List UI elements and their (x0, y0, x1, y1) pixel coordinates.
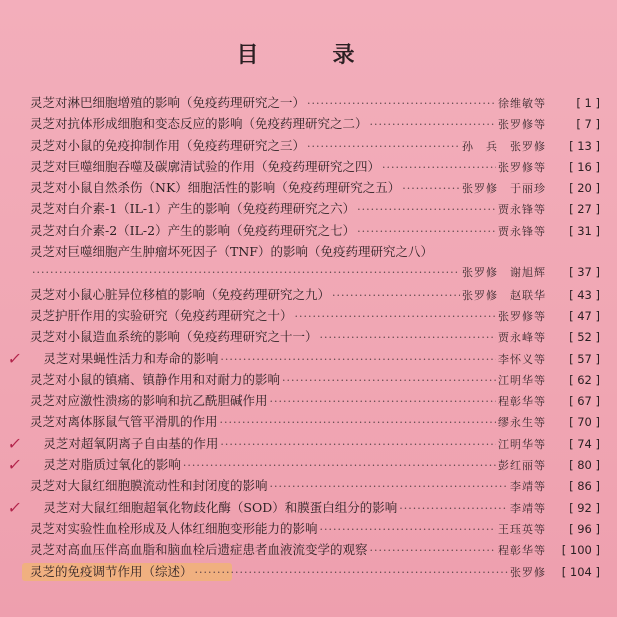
entry-title: 灵芝对实验性血栓形成及人体红细胞变形能力的影响 (30, 520, 318, 536)
entry-author: 江明华等 (498, 437, 546, 451)
toc-entry[interactable] (30, 390, 600, 411)
entry-title: 灵芝对淋巴细胞增殖的影响（免疫药理研究之一） (30, 95, 306, 110)
leader-dots (357, 199, 496, 220)
entry-author: 徐维敏等 (498, 97, 546, 110)
leader-dots (183, 455, 496, 476)
entry-title: 灵芝对白介素-1（IL-1）产生的影响（免疫药理研究之六） (30, 201, 356, 217)
entry-author: 缪永生等 (498, 416, 546, 430)
leader-dots (332, 285, 460, 306)
leader-dots (220, 412, 496, 433)
entry-page-number: [ 1 ] (576, 96, 600, 110)
toc-entry[interactable] (30, 518, 600, 539)
entry-author: 孙 兵 张罗修 (462, 139, 546, 153)
entry-page-number: [ 92 ] (569, 500, 600, 515)
toc-entry[interactable] (30, 156, 600, 177)
entry-title: 灵芝对超氧阴离子自由基的作用 (43, 435, 219, 451)
leader-dots (270, 476, 508, 497)
toc-entry[interactable] (30, 135, 600, 156)
toc-entry[interactable] (30, 369, 600, 390)
toc-entry[interactable] (30, 113, 600, 134)
table-of-contents (6, 92, 600, 582)
check-mark-icon: ✓ (6, 433, 24, 453)
entry-author: 张罗修 (510, 565, 546, 579)
entry-page-number: [ 7 ] (576, 117, 600, 132)
toc-entry[interactable] (30, 241, 600, 262)
entry-author: 程彰华等 (498, 544, 546, 558)
toc-entry[interactable] (30, 198, 600, 219)
entry-title: 灵芝的免疫调节作用（综述） (30, 563, 193, 579)
entry-page-number: [ 80 ] (569, 458, 600, 473)
entry-title: 灵芝护肝作用的实验研究（免疫药理研究之十） (30, 307, 293, 323)
check-mark-icon: ✓ (6, 497, 24, 517)
entry-author: 贾永锋等 (498, 224, 546, 238)
entry-page-number: [ 16 ] (569, 159, 600, 174)
entry-author: 贾永锋等 (498, 203, 546, 217)
entry-title: 灵芝对小鼠的免疫抑制作用（免疫药理研究之三） (30, 137, 306, 153)
entry-page-number: [ 67 ] (569, 394, 600, 409)
entry-page-number: [ 104 ] (561, 564, 600, 579)
entry-title: 灵芝对小鼠自然杀伤（NK）细胞活性的影响（免疫药理研究之五） (30, 180, 401, 196)
entry-author: 张罗修 谢旭辉 (462, 266, 546, 280)
entry-title: 灵芝对小鼠心脏异位移植的影响（免疫药理研究之九） (30, 286, 331, 302)
entry-author: 张罗修等 (498, 160, 546, 174)
toc-entry[interactable] (30, 326, 600, 347)
entry-page-number: [ 74 ] (569, 436, 600, 451)
leader-dots (295, 306, 496, 327)
entry-title: 灵芝对小鼠的镇痛、镇静作用和对耐力的影响 (30, 371, 281, 387)
entry-title: 灵芝对大鼠红细胞超氧化物歧化酶（SOD）和膜蛋白组分的影响 (43, 499, 398, 515)
page-title: 目 录 (236, 43, 381, 68)
leader-dots (195, 562, 508, 583)
entry-page-number: [ 57 ] (569, 351, 600, 366)
entry-page-number: [ 27 ] (569, 202, 600, 217)
toc-entry[interactable] (6, 497, 600, 518)
leader-dots (320, 327, 496, 348)
toc-entry[interactable] (30, 262, 600, 283)
leader-dots (382, 157, 496, 178)
entry-page-number: [ 96 ] (569, 521, 600, 536)
entry-page-number: [ 31 ] (569, 223, 600, 238)
entry-author: 张罗修等 (498, 309, 546, 323)
entry-page-number: [ 13 ] (569, 138, 600, 153)
leader-dots (282, 370, 496, 391)
toc-entry[interactable] (6, 433, 600, 454)
entry-title: 灵芝对小鼠造血系统的影响（免疫药理研究之十一） (30, 329, 318, 345)
leader-dots (270, 391, 496, 412)
entry-page-number: [ 20 ] (569, 181, 600, 196)
entry-page-number: [ 43 ] (569, 287, 600, 302)
entry-author: 张罗修 于丽珍 (462, 182, 546, 196)
entry-author: 李靖等 (510, 480, 546, 494)
leader-dots (320, 519, 496, 540)
entry-author: 程彰华等 (498, 395, 546, 409)
leader-dots (32, 262, 460, 283)
leader-dots (357, 221, 496, 242)
entry-author: 贾永峰等 (498, 331, 546, 345)
toc-entry[interactable] (30, 177, 600, 198)
entry-page-number: [ 47 ] (569, 308, 600, 323)
entry-title: 灵芝对巨噬细胞产生肿瘤坏死因子（TNF）的影响（免疫药理研究之八） (30, 244, 433, 260)
toc-entry[interactable] (30, 539, 600, 560)
entry-page-number: [ 70 ] (569, 415, 600, 430)
entry-author: 江明华等 (498, 373, 546, 387)
entry-title: 灵芝对离体豚鼠气管平滑肌的作用 (30, 414, 218, 430)
entry-title: 灵芝对应激性溃疡的影响和抗乙酰胆碱作用 (30, 393, 268, 409)
toc-entry[interactable] (30, 411, 600, 432)
entry-page-number: [ 100 ] (561, 543, 600, 558)
entry-title: 灵芝对大鼠红细胞膜流动性和封闭度的影响 (30, 478, 268, 494)
entry-title: 灵芝对抗体形成细胞和变态反应的影响（免疫药理研究之二） (30, 116, 368, 132)
check-mark-icon: ✓ (6, 455, 24, 475)
leader-dots (370, 540, 496, 561)
toc-entry[interactable] (6, 348, 600, 369)
leader-dots (307, 136, 460, 157)
entry-page-number: [ 86 ] (569, 479, 600, 494)
toc-entry[interactable] (30, 561, 600, 582)
entry-author: 张罗修 赵联华 (462, 288, 546, 302)
entry-title: 灵芝对果蝇性活力和寿命的影响 (43, 350, 219, 366)
entry-title: 灵芝对脂质过氧化的影响 (43, 457, 181, 473)
entry-author: 李靖等 (510, 501, 546, 515)
leader-dots (307, 93, 496, 114)
toc-entry[interactable] (30, 305, 600, 326)
entry-author: 李怀义等 (498, 352, 546, 366)
toc-entry[interactable] (30, 475, 600, 496)
entry-author: 张罗修等 (498, 118, 546, 132)
entry-author: 王珏英等 (498, 522, 546, 536)
leader-dots (220, 349, 496, 370)
leader-dots (402, 178, 460, 199)
entry-page-number: [ 62 ] (569, 372, 600, 387)
leader-dots (399, 498, 508, 519)
leader-dots (370, 114, 496, 135)
entry-title: 灵芝对高血压伴高血脂和脑血栓后遗症患者血液流变学的观察 (30, 542, 368, 558)
entry-title: 灵芝对巨噬细胞吞噬及碳廓清试验的作用（免疫药理研究之四） (30, 158, 381, 174)
toc-entry[interactable] (30, 220, 600, 241)
check-mark-icon: ✓ (6, 348, 24, 368)
toc-entry[interactable] (6, 454, 600, 475)
entry-author: 彭红丽等 (498, 459, 546, 473)
leader-dots (220, 434, 496, 455)
toc-entry[interactable] (30, 284, 600, 305)
entry-title: 灵芝对白介素-2（IL-2）产生的影响（免疫药理研究之七） (30, 222, 356, 238)
entry-page-number: [ 52 ] (569, 330, 600, 345)
toc-entry[interactable] (30, 92, 600, 113)
entry-page-number: [ 37 ] (569, 265, 600, 280)
